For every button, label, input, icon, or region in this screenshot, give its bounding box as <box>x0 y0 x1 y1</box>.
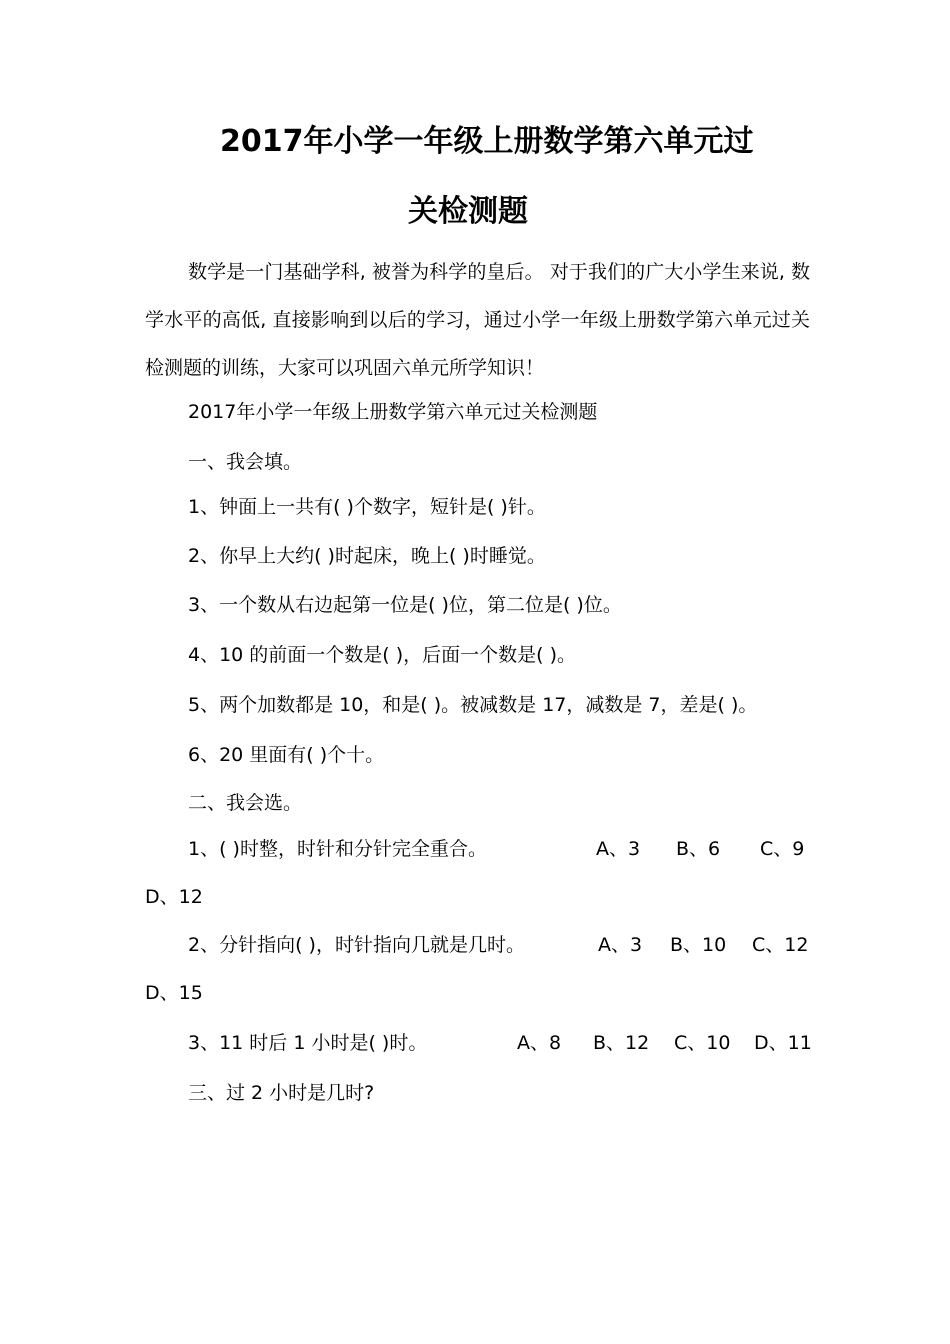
intro-paragraph: 数学是一门基础学科, 被誉为科学的皇后。 对于我们的广大小学生来说, 数学水平的高低, 直接影响到以后的学习，通过小学一年级上册数学第六单元过关检测题的训练，大家可以巩固六单元所学知识！ <box>145 261 810 379</box>
fill-item-1: 1、钟面上一共有( )个数字，短针是( )针。 <box>188 496 546 518</box>
subtitle: 2017年小学一年级上册数学第六单元过关检测题 <box>188 401 598 423</box>
choice-3-option-d: D、11 <box>754 1032 812 1054</box>
fill-item-3: 3、一个数从右边起第一位是( )位，第二位是( )位。 <box>188 594 622 616</box>
fill-item-2: 2、你早上大约( )时起床，晚上( )时睡觉。 <box>188 545 546 567</box>
choice-1-option-c: C、9 <box>760 838 805 860</box>
choice-1-option-a: A、3 <box>596 838 641 860</box>
choice-1-option-b: B、6 <box>676 838 721 860</box>
choice-3-option-c: C、10 <box>674 1032 731 1054</box>
choice-2-option-c: C、12 <box>752 934 809 956</box>
section-1-heading: 一、我会填。 <box>188 451 303 473</box>
choice-1-stem: 1、( )时整，时针和分针完全重合。 <box>188 838 487 860</box>
fill-item-6: 6、20 里面有( )个十。 <box>188 744 385 766</box>
choice-3-stem: 3、11 时后 1 小时是( )时。 <box>188 1032 428 1054</box>
choice-2-option-b: B、10 <box>670 934 727 956</box>
choice-2-stem: 2、分针指向( )，时针指向几就是几时。 <box>188 934 525 956</box>
choice-1-option-d: D、12 <box>145 886 203 908</box>
document-title-line-1: 2017年小学一年级上册数学第六单元过 <box>220 124 754 159</box>
choice-3-option-b: B、12 <box>593 1032 650 1054</box>
document-title-line-2: 关检测题 <box>408 194 528 229</box>
section-3-heading: 三、过 2 小时是几时? <box>188 1082 375 1104</box>
choice-2-option-a: A、3 <box>598 934 643 956</box>
section-2-heading: 二、我会选。 <box>188 792 303 814</box>
choice-3-option-a: A、8 <box>517 1032 562 1054</box>
fill-item-4: 4、10 的前面一个数是( )，后面一个数是( )。 <box>188 644 577 666</box>
choice-2-option-d: D、15 <box>145 982 203 1004</box>
fill-item-5: 5、两个加数都是 10，和是( )。被减数是 17，减数是 7，差是( )。 <box>188 694 758 716</box>
